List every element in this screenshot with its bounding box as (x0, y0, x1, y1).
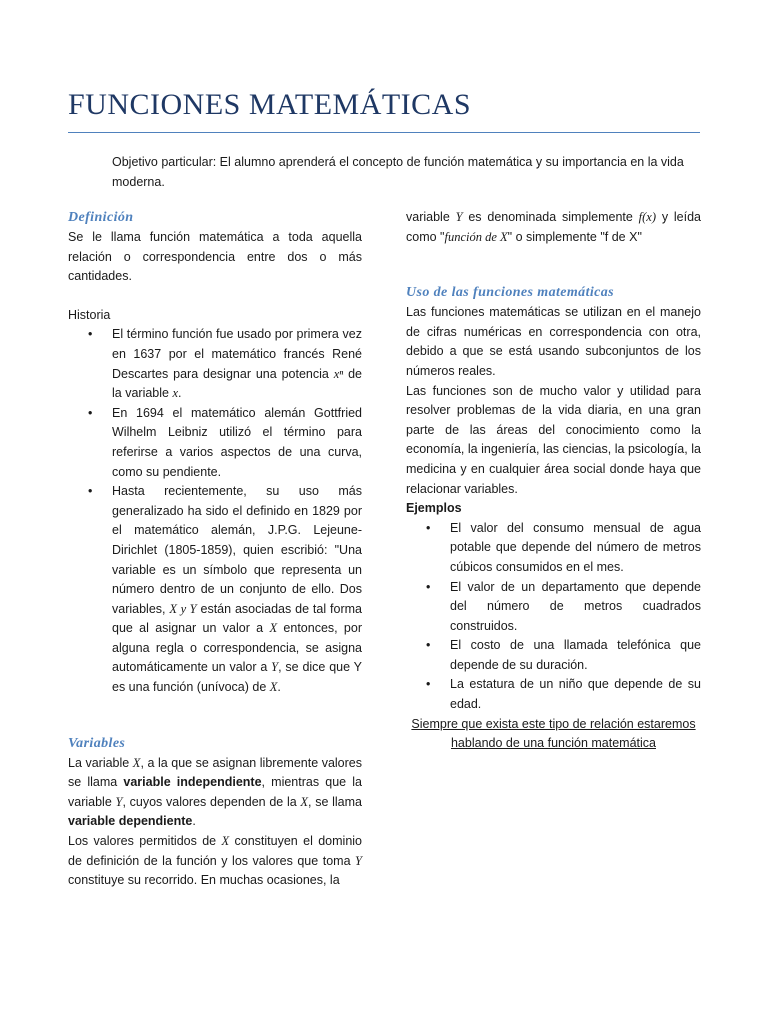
list-item: • El término función fue usado por primera vez en 1637 por el matemático francés René Descartes para designar una potencia xⁿ de la variable x. (88, 327, 362, 401)
left-column (68, 208, 362, 891)
variables-paragraph-1: La variable X, a la que se asignan libremente valores se llama variable independiente, mientras que la variable Y, cuyos valores dependen de la X, se llama variable dependiente. (68, 755, 362, 829)
title-divider (68, 132, 700, 133)
list-item: • Hasta recientemente, su uso más generalizado ha sido el definido en 1829 por el matemático alemán, J.P.G. Lejeune-Dirichlet (1805-1859), quien escribió: "Una variable es un símbolo que representa un número dentro de un conjunto de ello. Dos variables, X y Y están asociadas de tal forma que al asignar un valor a X entonces, por alguna regla o correspondencia, se asigna automáticamente un valor a Y, se dice que Y es una función (unívoca) de X. (88, 484, 363, 695)
bullet-icon: • (426, 638, 431, 653)
ejemplos-list (406, 519, 701, 715)
bullet-icon: • (426, 520, 431, 535)
objective-text: Objetivo particular: El alumno aprenderá el concepto de función matemática y su importancia en la vida moderna. (112, 155, 684, 189)
uso-heading: Uso de las funciones matemáticas (406, 285, 615, 301)
ejemplos-label: Ejemplos (406, 501, 462, 516)
variables-continuation: variable Y es denominada simplemente f(x) y leída como "función de X" o simplemente "f de X" (406, 210, 701, 244)
historia-label: Historia (68, 307, 111, 322)
right-column (406, 208, 701, 754)
uso-paragraph-2: Las funciones son de mucho valor y utilidad para resolver problemas de la vida diaria, en una gran parte de las áreas del conocimiento como la economía, la ingeniería, las ciencias, la psicología, la medicina y en cualquier área social donde haya que relacionar variables. (406, 383, 701, 496)
bullet-icon: • (88, 405, 93, 420)
variables-heading: Variables (68, 735, 126, 751)
list-item: • La estatura de un niño que depende de su edad. (426, 677, 701, 712)
definicion-text: Se le llama función matemática a toda aquella relación o correspondencia entre dos o más cantidades. (68, 230, 362, 284)
historia-list (68, 325, 362, 697)
list-item: • El costo de una llamada telefónica que depende de su duración. (426, 638, 701, 672)
list-item: • En 1694 el matemático alemán Gottfried Wilhelm Leibniz utilizó el término para referirse a varios aspectos de una curva, como su pendiente. (88, 405, 362, 479)
list-item: • El valor de un departamento que depende del número de metros cuadrados construidos. (426, 579, 701, 633)
list-item: • El valor del consumo mensual de agua potable que depende del número de metros cúbicos consumidos en el mes. (426, 520, 701, 574)
definicion-heading: Definición (68, 210, 134, 225)
bullet-icon: • (426, 579, 431, 594)
bullet-icon: • (88, 484, 93, 499)
bullet-icon: • (426, 677, 431, 692)
conclusion-text: Siempre que exista este tipo de relación estaremos hablando de una función matemática (411, 716, 696, 751)
variables-paragraph-2: Los valores permitidos de X constituyen el dominio de definición de la función y los valores que toma Y constituye su recorrido. En muchas ocasiones, la (68, 834, 363, 888)
page-title: FUNCIONES MATEMÁTICAS (68, 88, 472, 121)
bullet-icon: • (88, 327, 93, 342)
uso-paragraph-1: Las funciones matemáticas se utilizan en el manejo de cifras numéricas en correspondencia con otra, debido a que se está usando subconjuntos de los números reales. (406, 305, 701, 378)
